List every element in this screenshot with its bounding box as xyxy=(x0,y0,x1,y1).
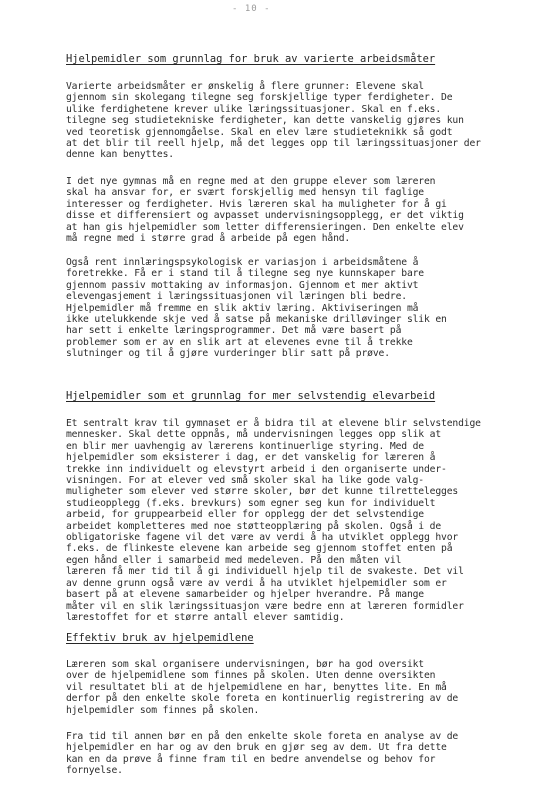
text-line: måter vil en slik læringssituasjon være bedre enn at læreren formidler xyxy=(66,600,464,612)
text-line: egen hånd eller i samarbeid med medeleven. På den måten vil xyxy=(66,554,402,566)
text-line: Varierte arbeidsmåter er ønskelig å flere grunner: Elevene skal xyxy=(66,81,424,92)
text-line: slutninger og til å gjøre vurderinger blir satt på prøve. xyxy=(66,348,390,360)
paragraph xyxy=(66,257,476,360)
section-heading: Hjelpemidler som et grunnlag for mer selvstendig elevarbeid xyxy=(66,390,436,402)
text-line: visningen. For at elever ved små skoler skal ha like gode valg- xyxy=(66,475,424,487)
text-line: muligheter som elever ved større skoler, bør det kunne tilrettelegges xyxy=(66,486,459,498)
text-line: denne kan benyttes. xyxy=(66,149,174,161)
text-line: ulike ferdighetene krever ulike læringssituasjoner. Skal en f.eks. xyxy=(66,103,442,115)
text-line: derfor på den enkelte skole foreta en kontinuerlig registrering av de xyxy=(66,693,459,705)
text-line: tilegne seg studietekniske ferdigheter, kan dette vanskelig gjøres kun xyxy=(66,115,464,127)
text-line: har sett i enkelte læringsprogrammer. Det må være basert på xyxy=(66,325,402,337)
text-line: problemer som er av en slik art at elevenes evne til å trekke xyxy=(66,336,413,348)
text-line: hjelpemidler som finnes på skolen. xyxy=(66,704,260,716)
text-line: ikke utelukkende skje ved å satse på mekaniske drilløvinger slik en xyxy=(66,314,447,326)
page-number: - 10 - xyxy=(232,4,271,14)
text-line: gjennom passiv mottaking av informasjon. Gjennom et mer aktivt xyxy=(66,279,419,291)
paragraph xyxy=(66,731,476,777)
text-line: I det nye gymnas må en regne med at den gruppe elever som læreren xyxy=(66,176,436,187)
text-line: ved teoretisk gjennomgåelse. Skal en elev lære studieteknikk så godt xyxy=(66,126,453,138)
text-line: av denne grunn også være av verdi å ha utviklet hjelpemidler som er xyxy=(66,577,447,589)
text-line: foretrekke. Få er i stand til å tilegne seg nye kunnskaper bare xyxy=(66,268,424,280)
text-line: Også rent innlæringspsykologisk er variasjon i arbeidsmåtene å xyxy=(66,257,419,268)
text-line: over de hjelpemidlene som finnes på skolen. Uten denne oversikten xyxy=(66,670,436,682)
text-line: Et sentralt krav til gymnaset er å bidra til at elevene blir selvstendige xyxy=(66,418,481,429)
text-line: Læreren som skal organisere undervisningen, bør ha god oversikt xyxy=(66,659,424,670)
text-line: fornyelse. xyxy=(66,765,123,777)
text-line: Fra tid til annen bør en på den enkelte skole foreta en analyse av de xyxy=(66,731,459,742)
text-line: f.eks. de flinkeste elevene kan arbeide seg gjennom stoffet enten på xyxy=(66,543,453,555)
text-line: mennesker. Skal dette oppnås, må undervisningen legges opp slik at xyxy=(66,429,442,441)
paragraph xyxy=(66,81,481,161)
text-line: trekke inn individuelt og elevstyrt arbeid i den organiserte under- xyxy=(66,463,447,475)
text-line: en blir mer uavhengig av lærerens kontinuerlige styring. Med de xyxy=(66,440,424,452)
text-line: skal ha ansvar for, er svært forskjellig med hensyn til faglige xyxy=(66,187,424,199)
text-line: studieopplegg (f.eks. brevkurs) som egner seg kun for individuelt xyxy=(66,497,436,509)
text-line: at det blir til reell hjelp, må det legges opp til læringssituasjoner der xyxy=(66,138,481,150)
text-line: gjennom sin skolegang tilegne seg forskjellige typer ferdigheter. De xyxy=(66,92,453,104)
text-line: kan en da prøve å finne fram til en bedre anvendelse og behov for xyxy=(66,753,436,765)
text-line: må regne med i større grad å arbeide på egen hånd. xyxy=(66,233,351,245)
text-line: basert på at elevene samarbeider og hjelper hverandre. På mange xyxy=(66,589,424,601)
paragraph xyxy=(66,176,476,244)
text-line: læreren få mer tid til å gi individuell hjelp til de svakeste. Det vil xyxy=(66,566,464,578)
section-heading: Effektiv bruk av hjelpemidlene xyxy=(66,632,254,644)
text-line: elevengasjement i læringssituasjonen vil læringen bli bedre. xyxy=(66,291,407,303)
text-line: disse et differensiert og avpasset undervisningsopplegg, er det viktig xyxy=(66,210,464,222)
section-heading: Hjelpemidler som grunnlag for bruk av varierte arbeidsmåter xyxy=(66,53,436,65)
text-line: Hjelpemidler må fremme en slik aktiv læring. Aktiviseringen må xyxy=(66,302,419,314)
text-line: arbeid, for gruppearbeid eller for opplegg der det selvstendige xyxy=(66,509,424,521)
text-line: at han gis hjelpemidler som letter differensieringen. Den enkelte elev xyxy=(66,221,464,233)
text-line: hjelpemidler en har og av den bruk en gjør seg av dem. Ut fra dette xyxy=(66,742,447,754)
paragraph xyxy=(66,659,476,716)
paragraph xyxy=(66,418,481,623)
text-line: vil resultatet bli at de hjelpemidlene en har, benyttes lite. En må xyxy=(66,681,447,693)
text-line: interesser og ferdigheter. Hvis læreren skal ha muligheter for å gi xyxy=(66,198,447,210)
text-line: hjelpemidler som eksisterer i dag, er det vanskelig for læreren å xyxy=(66,452,436,464)
text-line: arbeidet kompletteres med noe støtteopplæring på skolen. Også i de xyxy=(66,520,442,532)
text-line: lærestoffet for et større antall elever samtidig. xyxy=(66,611,345,623)
text-line: obligatoriske fagene vil det være av verdi å ha utviklet opplegg hvor xyxy=(66,532,459,544)
